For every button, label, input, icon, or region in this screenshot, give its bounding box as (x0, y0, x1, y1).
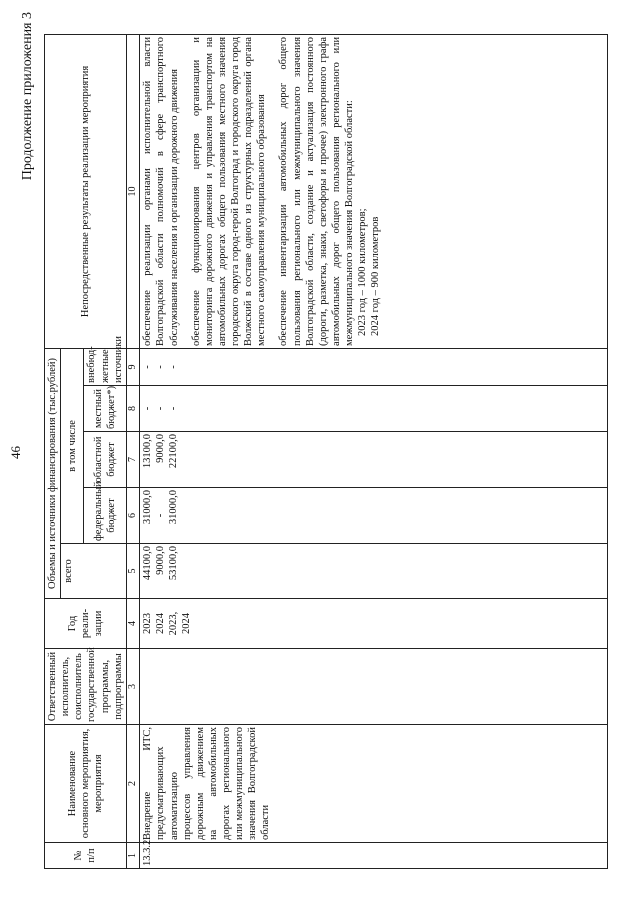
extra-value: - (155, 365, 167, 369)
row-regional (140, 432, 608, 488)
colnum: 6 (126, 488, 140, 544)
header-local: местный бюджет*) (84, 386, 126, 432)
colnum: 7 (126, 432, 140, 488)
extra-value: - (142, 365, 154, 369)
regional-value: 13100,0 (142, 434, 154, 469)
total-value: 44100,0 (142, 546, 154, 581)
result-sub-item: 2023 год – 1000 километров; (357, 208, 369, 336)
colnum: 8 (126, 386, 140, 432)
page-number: 46 (8, 446, 23, 459)
colnum: 10 (126, 34, 140, 348)
row-measure-name: Внедрение ИТС, предусматривающих автоматизацию процессов управления дорожным движением на автомобильных дорогах регионального или межмуниципального значения Волгоградской области (140, 725, 608, 843)
header-year: Год реали- зации (45, 599, 127, 649)
extra-value: - (168, 365, 180, 369)
year-value: 2024 (155, 613, 167, 634)
header-total: всего (61, 544, 127, 599)
result-sub-item: 2024 год – 900 километров (370, 216, 382, 336)
local-value: - (155, 406, 167, 411)
row-federal (140, 488, 608, 544)
header-incl: в том числе (61, 348, 84, 543)
header-extra: внебюд- жетные источники (84, 348, 126, 385)
local-value: - (168, 406, 180, 411)
header-federal: федеральный бюджет (84, 488, 126, 544)
regional-value: 22100,0 (168, 434, 180, 469)
federal-value: 31000,0 (142, 490, 154, 525)
colnum: 2 (126, 725, 140, 843)
colnum: 9 (126, 348, 140, 385)
row-executor (140, 649, 608, 725)
row-extra (140, 348, 608, 385)
table-row (140, 34, 608, 868)
header-funding: Объемы и источники финансирования (тыс.рублей) (45, 348, 61, 598)
regional-value: 9000,0 (155, 434, 167, 463)
colnum: 3 (126, 649, 140, 725)
header-row-1 (45, 34, 61, 868)
column-number-row (126, 34, 140, 868)
result-paragraph: обеспечение реализации органами исполнительной власти Волгоградской области полномочий в сфере транспортного обслуживания населения и организации дорожного движения (142, 36, 180, 346)
result-paragraph: обеспечение инвентаризации автомобильных дорог общего пользования регионального или межмуниципального значения Волгоградской области, создание и актуализация постоянного (дороги, разметка, знаки, светофоры и прочее) электронного графа автомобильных дорог общего пользования регионального или межмуниципального значения Волгоградской области: (278, 36, 355, 346)
federal-value: 31000,0 (168, 490, 180, 525)
row-local (140, 386, 608, 432)
total-value: 9000,0 (155, 546, 167, 575)
total-value: 53100,0 (168, 546, 180, 581)
result-paragraph: обеспечение функционирования центров организации и мониторинга дорожного движения и управления транспортом на автомобильных дорогах общего пользования местного значения городского округа город-герой Волгоград и городского округа город Волжский в составе одного из структурных подразделений органа местного самоуправления муниципального образования (190, 36, 268, 346)
year-value: 2023 (142, 613, 154, 634)
year-value: 2023, 2024 (168, 611, 193, 636)
row-number: 13.3.2. (140, 843, 608, 869)
measures-table (44, 34, 608, 869)
row-years (140, 599, 608, 649)
header-num: № п/п (45, 843, 127, 869)
federal-value: - (155, 513, 167, 518)
row-results (140, 34, 608, 348)
row-total (140, 544, 608, 599)
header-name: Наименование основного мероприятия, мероприятия (45, 725, 127, 843)
header-executor: Ответственный исполнитель, соисполнитель государственной программы, подпрограммы (45, 649, 127, 725)
header-regional: областной бюджет (84, 432, 126, 488)
colnum: 5 (126, 544, 140, 599)
colnum: 1 (126, 843, 140, 869)
colnum: 4 (126, 599, 140, 649)
continuation-title: Продолжение приложения 3 (20, 12, 35, 181)
header-results: Непосредственные результаты реализации мероприятия (45, 34, 127, 348)
local-value: - (142, 406, 154, 411)
